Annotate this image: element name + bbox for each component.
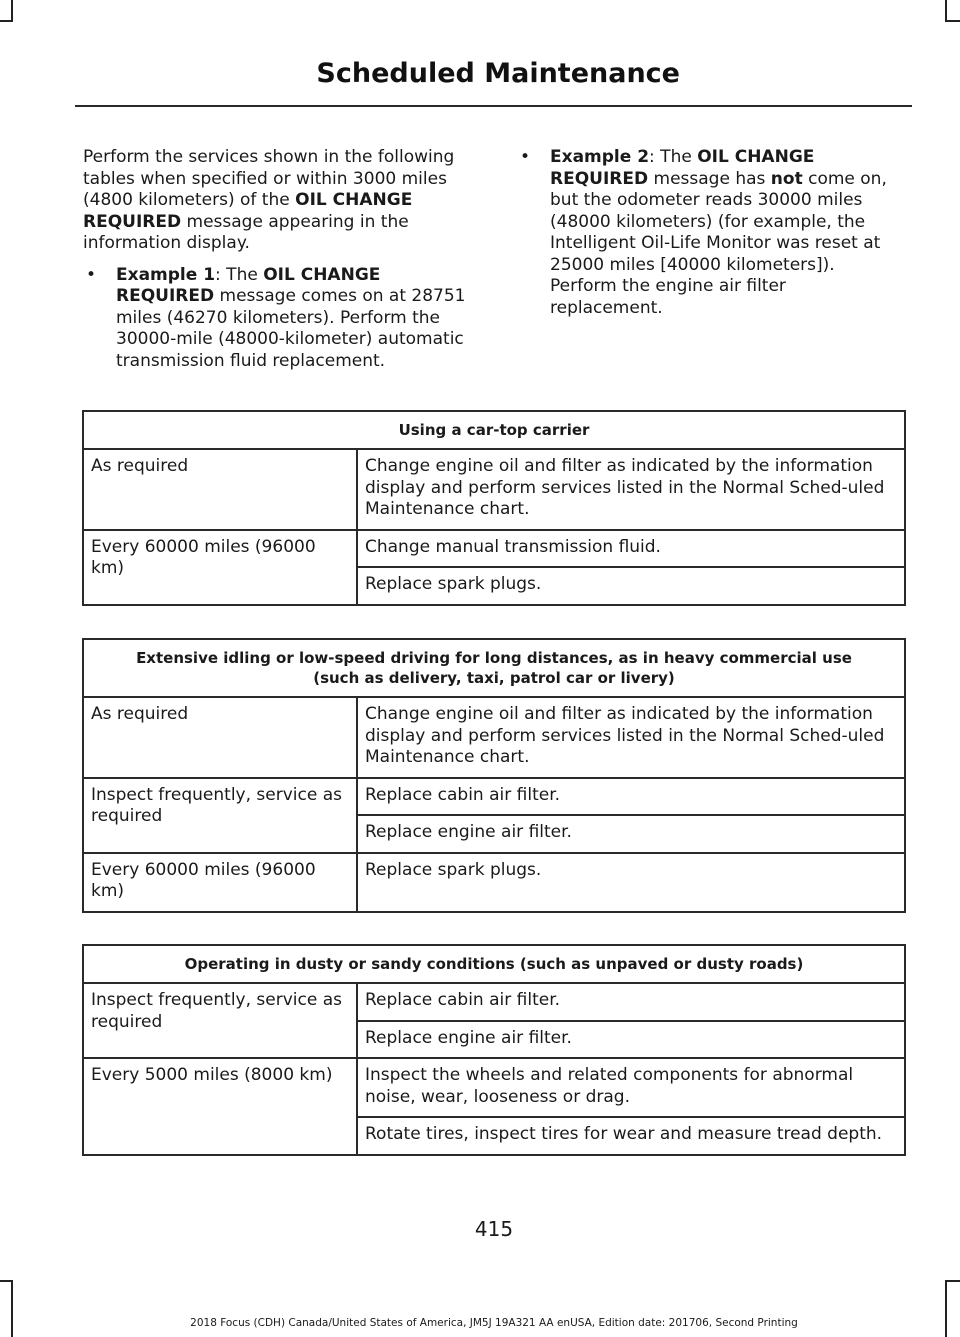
action-cell: Replace engine air filter. [357, 815, 905, 853]
interval-cell: Inspect frequently, service as required [83, 778, 357, 853]
interval-cell: As required [83, 449, 357, 530]
page-title: Scheduled Maintenance [316, 58, 680, 89]
intro-paragraph [83, 147, 475, 255]
action-cell: Replace spark plugs. [357, 567, 905, 605]
action-cell: Replace cabin air filter. [357, 778, 905, 816]
action-cell: Change engine oil and filter as indicated by the information display and perform services listed in the Normal Sched-uled Maintenance chart. [357, 449, 905, 530]
example-1-item [83, 265, 475, 373]
crop-mark-top-left-h [0, 20, 13, 22]
interval-cell: Inspect frequently, service as required [83, 983, 357, 1058]
bullet-icon: • [86, 264, 97, 285]
table-row [83, 697, 905, 778]
interval-cell: Every 5000 miles (8000 km) [83, 1058, 357, 1155]
action-cell: Replace spark plugs. [357, 853, 905, 912]
example-2-text: : The [649, 147, 698, 167]
table-row [83, 530, 905, 568]
example-1-text: : The [215, 264, 264, 285]
table-row [83, 853, 905, 912]
crop-mark-top-right [945, 0, 947, 22]
action-cell: Replace engine air filter. [357, 1021, 905, 1059]
intro-text: Perform the services shown in the following tables when specified or within 3000 miles (4800 kilometers) of the [83, 147, 455, 210]
table-title [83, 639, 905, 697]
action-cell: Change engine oil and filter as indicated by the information display and perform services listed in the Normal Sched-uled Maintenance chart. [357, 697, 905, 778]
action-cell: Rotate tires, inspect tires for wear and measure tread depth. [357, 1117, 905, 1155]
example-2-label: Example 2 [550, 147, 650, 167]
left-column [83, 147, 475, 372]
intro-text-end: message appearing in the information display. [83, 211, 409, 253]
table-row [83, 449, 905, 530]
page-number: 415 [474, 1217, 514, 1241]
table-row [83, 778, 905, 816]
example-2-item [517, 147, 893, 319]
example-1-label: Example 1 [116, 264, 216, 285]
interval-cell: Every 60000 miles (96000 km) [83, 853, 357, 912]
table-row [83, 1058, 905, 1117]
action-cell: Change manual transmission fluid. [357, 530, 905, 568]
action-cell: Inspect the wheels and related components for abnormal noise, wear, looseness or drag. [357, 1058, 905, 1117]
example-1-message: OIL CHANGE REQUIRED [116, 264, 381, 306]
table-row [83, 983, 905, 1021]
example-2-message: OIL CHANGE REQUIRED [550, 147, 815, 189]
crop-mark-bottom-left-h [0, 1280, 13, 1282]
bullet-icon: • [520, 147, 531, 167]
example-2-text-end: come on, but the odometer reads 30000 miles (48000 kilometers) (for example, the Intelligent Oil-Life Monitor was reset at 25000 miles [40000 kilometers]). Perform the engine air filter replacement. [550, 168, 887, 318]
crop-mark-top-right-h [945, 20, 960, 22]
table-title: Using a car-top carrier [83, 411, 905, 449]
crop-mark-top-left [11, 0, 13, 22]
crop-mark-bottom-right-h [945, 1280, 960, 1282]
table-title: Operating in dusty or sandy conditions (such as unpaved or dusty roads) [83, 945, 905, 983]
header-divider [75, 105, 912, 107]
table-title-line2: (such as delivery, taxi, patrol car or livery) [313, 669, 675, 687]
right-column [517, 147, 893, 319]
car-top-carrier-table [82, 410, 906, 606]
oil-change-required-label: OIL CHANGE REQUIRED [83, 190, 413, 232]
example-2-text-mid: message has [648, 168, 771, 189]
example-1-text-end: message comes on at 28751 miles (46270 kilometers). Perform the 30000-mile (48000-kilometer) automatic transmission fluid replacement. [116, 286, 466, 371]
example-2-not: not [770, 168, 803, 189]
interval-cell: Every 60000 miles (96000 km) [83, 530, 357, 605]
footer-edition-info: 2018 Focus (CDH) Canada/United States of America, JM5J 19A321 AA enUSA, Edition date: 201706, Second Printing [190, 1317, 798, 1329]
extensive-idling-table [82, 638, 906, 913]
interval-cell: As required [83, 697, 357, 778]
table-title-line1: Extensive idling or low-speed driving for long distances, as in heavy commercial use [136, 649, 852, 667]
action-cell: Replace cabin air filter. [357, 983, 905, 1021]
dusty-conditions-table [82, 944, 906, 1156]
